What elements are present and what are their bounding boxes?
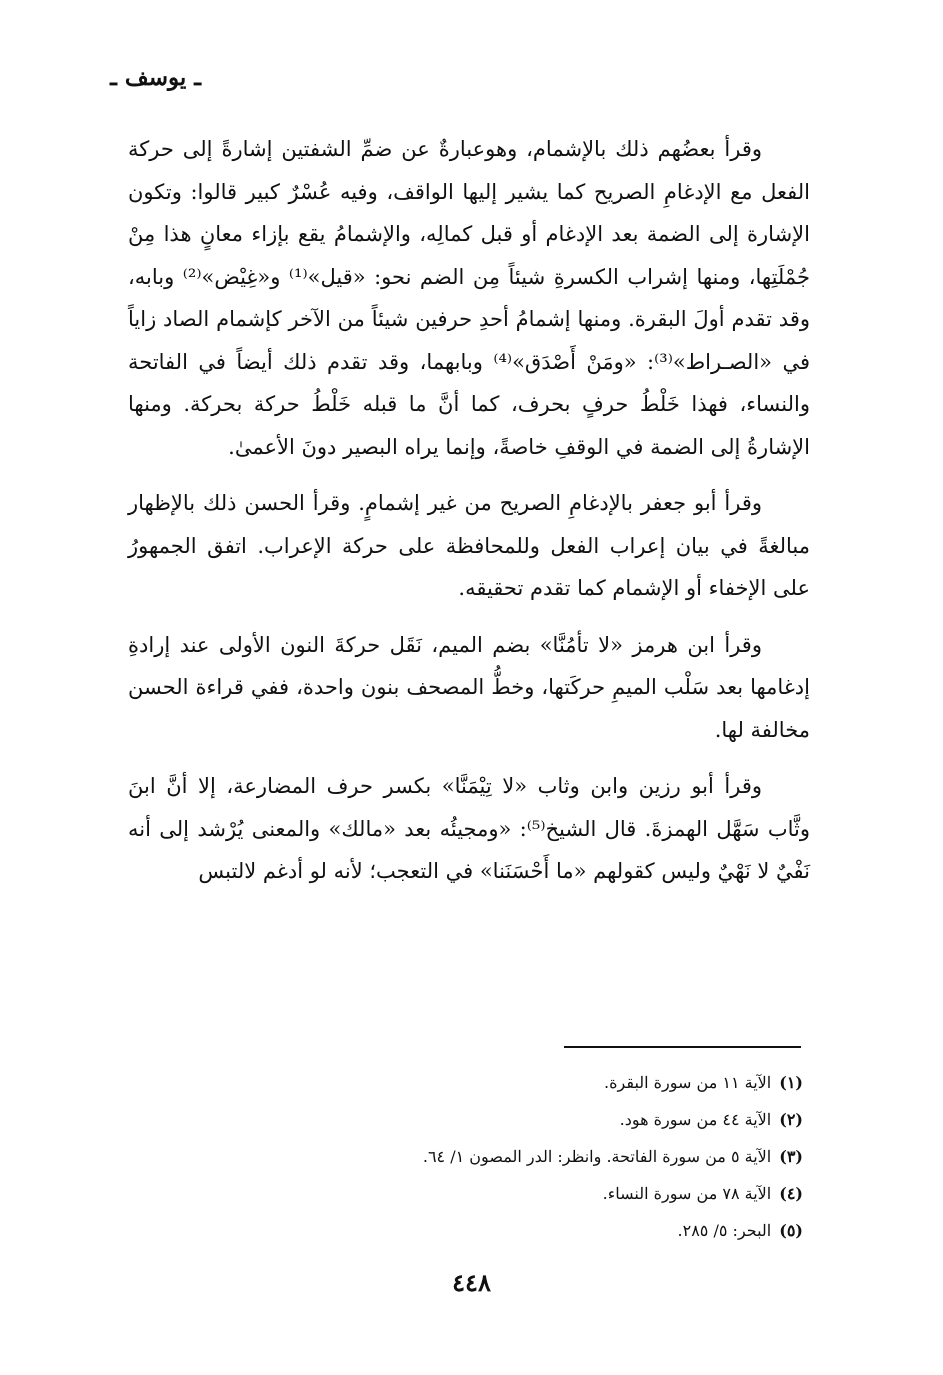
paragraph: وقرأ أبو جعفر بالإدغامِ الصريح من غير إشمامٍ. وقرأ الحسن ذلك بالإظهار مبالغةً في بيان إعراب الفعل وللمحافظة على حركة الإعراب. اتفق الجمهورُ على الإخفاء أو الإشمام كما تقدم تحقيقه. xyxy=(128,491,810,600)
footnote-number: (٤) xyxy=(779,1184,803,1203)
paragraph: وقرأ بعضُهم ذلك بالإشمام، وهوعبارةٌ عن ضمِّ الشفتين إشارةً إلى حركة الفعل مع الإدغامِ الصريح كما يشير إليها الواقف، وفيه عُسْرٌ كبير قالوا: وتكون الإشارة إلى الضمة بعد الإدغام أو قبل كمالِه، والإشمامُ يقع بإزاء معانٍ هذا مِنْ جُمْلَتِها، ومنها إشراب الكسرةِ شيئاً مِن الضم نحو: «قيل»⁽¹⁾ و«غِيْض»⁽²⁾ وبابه، وقد تقدم أولَ البقرة. ومنها إشمامُ أحدِ حرفين شيئاً من الآخر كإشمام الصاد زاياً في «الصـراط»⁽³⁾: «ومَنْ أَصْدَق»⁽⁴⁾ وبابهما، وقد تقدم ذلك أيضاً في الفاتحة والنساء، فهذا خَلْطُ حرفٍ بحرف، كما أنَّ ما قبله خَلْطُ حركة بحركة. ومنها الإشارةُ إلى الضمة في الوقفِ خاصةً، وإنما يراه البصير دونَ الأعمىٰ. xyxy=(128,137,811,459)
footnote-text: البحر: ٥/ ٢٨٥. xyxy=(677,1221,772,1240)
footnote xyxy=(143,1175,803,1212)
footnote-number: (٥) xyxy=(779,1221,803,1240)
footnote xyxy=(143,1064,803,1101)
footnote-number: (٢) xyxy=(779,1110,803,1129)
main-text xyxy=(128,128,810,907)
footnote-text: الآية ٥ من سورة الفاتحة. وانظر: الدر المصون ١/ ٦٤. xyxy=(422,1147,772,1166)
paragraph: وقرأ ابن هرمز «لا تأمُنَّا» بضم الميم، نَقَل حركةَ النون الأولى عند إرادةِ إدغامها بعد سَلْب الميمِ حركَتها، وخطُّ المصحف بنون واحدة، ففي قراءة الحسن مخالفة لها. xyxy=(128,632,810,742)
footnote-text: الآية ٤٤ من سورة هود. xyxy=(619,1110,772,1129)
running-header: ـ يوسف ـ xyxy=(110,64,201,91)
page-number: ٤٤٨ xyxy=(452,1268,491,1297)
paragraph: وقرأ أبو رزين وابن وثاب «لا تِيْمَنَّا» بكسر حرف المضارعة، إلا أنَّ ابنَ وثَّاب سَهَّل الهمزةَ. قال الشيخ⁽⁵⁾: «ومجيئُه بعد «مالك» والمعنى يُرْشد إلى أنه نَفْيٌ لا نَهْيٌ وليس كقولهم «ما أَحْسَنَنا» في التعجب؛ لأنه لو أدغم لالتبس xyxy=(128,774,810,883)
footnote-text: الآية ١١ من سورة البقرة. xyxy=(604,1073,772,1092)
footnote xyxy=(143,1101,803,1138)
footnote xyxy=(143,1212,803,1249)
footnote-number: (١) xyxy=(779,1073,803,1092)
footnote-text: الآية ٧٨ من سورة النساء. xyxy=(602,1184,772,1203)
footnotes xyxy=(143,1064,803,1249)
footnote-separator xyxy=(564,1046,801,1048)
footnote xyxy=(143,1138,803,1175)
footnote-number: (٣) xyxy=(779,1147,803,1166)
